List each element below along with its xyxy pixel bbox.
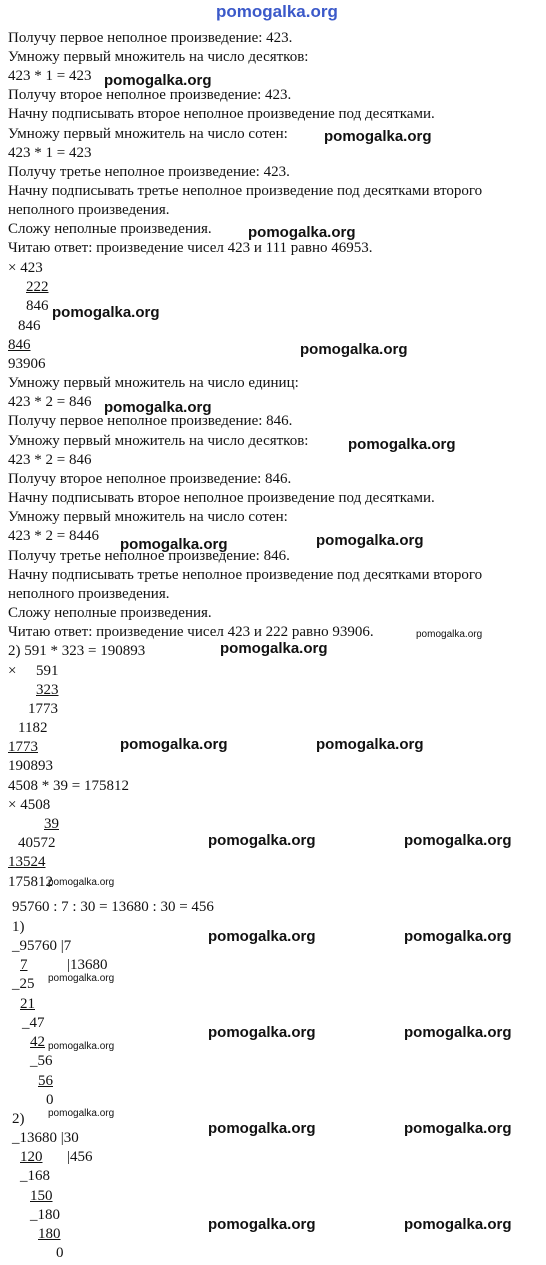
watermark-link[interactable]: pomogalka.org	[416, 629, 483, 640]
calc-line: 56	[38, 1073, 53, 1089]
text-line: 423 * 2 = 846	[8, 452, 92, 468]
text-line: Умножу первый множитель на число сотен:	[8, 509, 288, 525]
watermark-link[interactable]: pomogalka.org	[404, 928, 512, 945]
text-line: Сложу неполные произведения.	[8, 221, 212, 237]
watermark-link[interactable]: pomogalka.org	[48, 1041, 115, 1052]
text-line: 2) 591 * 323 = 190893	[8, 643, 146, 659]
watermark-link[interactable]: pomogalka.org	[208, 1216, 316, 1233]
text-line: Получу второе неполное произведение: 846.	[8, 471, 292, 487]
calc-line: 0	[46, 1092, 54, 1108]
watermark-link[interactable]: pomogalka.org	[316, 532, 424, 549]
watermark-link[interactable]: pomogalka.org	[208, 928, 316, 945]
calc-line: 0	[56, 1245, 64, 1261]
text-line: Получу второе неполное произведение: 423.	[8, 87, 292, 103]
watermark-link[interactable]: pomogalka.org	[48, 973, 115, 984]
calc-line: _47	[22, 1015, 45, 1031]
calc-line: 7	[20, 957, 28, 973]
text-line: Начну подписывать третье неполное произведение под десятками второго	[8, 183, 483, 199]
calc-line: 846	[26, 298, 49, 314]
calc-line: |13680	[67, 957, 108, 973]
watermark-link[interactable]: pomogalka.org	[404, 1024, 512, 1041]
watermark-link[interactable]: pomogalka.org	[48, 877, 115, 888]
calc-line: 591	[36, 663, 59, 679]
text-line: 95760 : 7 : 30 = 13680 : 30 = 456	[12, 899, 214, 915]
calc-line: ×	[8, 663, 17, 679]
watermark-link[interactable]: pomogalka.org	[348, 436, 456, 453]
calc-line: 93906	[8, 356, 46, 372]
calc-line: _56	[30, 1053, 53, 1069]
calc-line: 13524	[8, 854, 46, 870]
watermark-link[interactable]: pomogalka.org	[220, 640, 328, 657]
calc-line: 180	[38, 1226, 61, 1242]
calc-line: 1773	[28, 701, 58, 717]
text-line: Читаю ответ: произведение чисел 423 и 111 равно 46953.	[8, 240, 373, 256]
calc-line: 40572	[18, 835, 56, 851]
calc-line: 2)	[12, 1111, 25, 1127]
text-line: Получу первое неполное произведение: 846.	[8, 413, 293, 429]
text-line: Получу первое неполное произведение: 423.	[8, 30, 293, 46]
watermark-link[interactable]: pomogalka.org	[316, 736, 424, 753]
text-line: Умножу первый множитель на число единиц:	[8, 375, 299, 391]
watermark-link[interactable]: pomogalka.org	[208, 1024, 316, 1041]
watermark-top[interactable]: pomogalka.org	[216, 2, 338, 21]
calc-line: 39	[44, 816, 59, 832]
text-line: 423 * 1 = 423	[8, 145, 92, 161]
calc-line: _180	[30, 1207, 60, 1223]
watermark-link[interactable]: pomogalka.org	[48, 1108, 115, 1119]
watermark-link[interactable]: pomogalka.org	[120, 736, 228, 753]
text-line: Начну подписывать второе неполное произведение под десятками.	[8, 490, 435, 506]
calc-line: 150	[30, 1188, 53, 1204]
calc-line: 846	[18, 318, 41, 334]
text-line: Получу третье неполное произведение: 423.	[8, 164, 290, 180]
calc-line: |456	[67, 1149, 93, 1165]
watermark-link[interactable]: pomogalka.org	[208, 1120, 316, 1137]
watermark-link[interactable]: pomogalka.org	[404, 1120, 512, 1137]
text-line: Умножу первый множитель на число десятков:	[8, 433, 309, 449]
calc-line: 120	[20, 1149, 43, 1165]
calc-line: × 423	[8, 260, 43, 276]
watermark-link[interactable]: pomogalka.org	[248, 224, 356, 241]
watermark-link[interactable]: pomogalka.org	[324, 128, 432, 145]
calc-line: 222	[26, 279, 49, 295]
calc-line: _95760 |7	[12, 938, 72, 954]
text-line: 423 * 1 = 423	[8, 68, 92, 84]
text-line: неполного произведения.	[8, 202, 170, 218]
text-line: неполного произведения.	[8, 586, 170, 602]
calc-line: _13680 |30	[12, 1130, 79, 1146]
calc-line: × 4508	[8, 797, 51, 813]
text-line: Умножу первый множитель на число сотен:	[8, 126, 288, 142]
calc-line: 4508 * 39 = 175812	[8, 778, 129, 794]
calc-line: _25	[12, 976, 35, 992]
watermark-link[interactable]: pomogalka.org	[208, 832, 316, 849]
calc-line: 175812	[8, 874, 53, 890]
calc-line: 1182	[18, 720, 48, 736]
calc-line: _168	[20, 1168, 50, 1184]
text-line: Начну подписывать второе неполное произведение под десятками.	[8, 106, 435, 122]
watermark-link[interactable]: pomogalka.org	[52, 304, 160, 321]
calc-line: 21	[20, 996, 35, 1012]
watermark-link[interactable]: pomogalka.org	[104, 399, 212, 416]
text-line: Сложу неполные произведения.	[8, 605, 212, 621]
calc-line: 323	[36, 682, 59, 698]
watermark-link[interactable]: pomogalka.org	[104, 72, 212, 89]
text-line: 423 * 2 = 846	[8, 394, 92, 410]
calc-line: 846	[8, 337, 31, 353]
watermark-link[interactable]: pomogalka.org	[300, 341, 408, 358]
calc-line: 1)	[12, 919, 25, 935]
calc-line: 1773	[8, 739, 38, 755]
text-line: Умножу первый множитель на число десятков:	[8, 49, 309, 65]
text-line: Получу третье неполное произведение: 846.	[8, 548, 290, 564]
text-line: Начну подписывать третье неполное произведение под десятками второго	[8, 567, 483, 583]
calc-line: 190893	[8, 758, 53, 774]
watermark-link[interactable]: pomogalka.org	[120, 536, 228, 553]
watermark-link[interactable]: pomogalka.org	[404, 832, 512, 849]
text-line: 423 * 2 = 8446	[8, 528, 99, 544]
text-line: Читаю ответ: произведение чисел 423 и 222 равно 93906.	[8, 624, 374, 640]
watermark-link[interactable]: pomogalka.org	[404, 1216, 512, 1233]
calc-line: 42	[30, 1034, 45, 1050]
